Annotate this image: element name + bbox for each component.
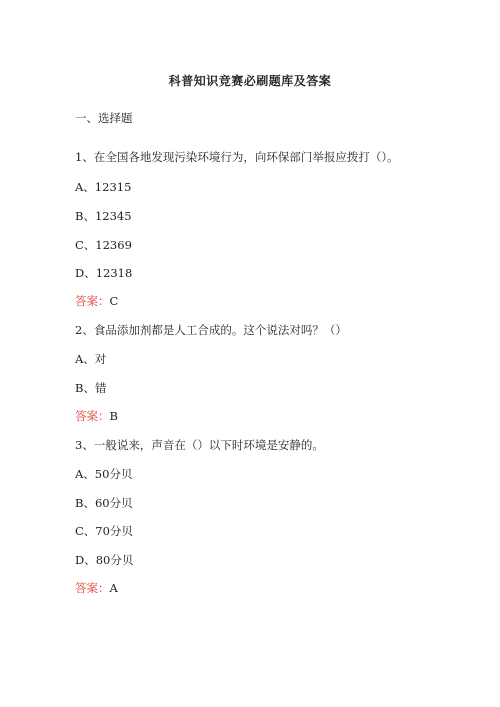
answer-label: 答案：: [75, 294, 110, 308]
document-title: 科普知识竞赛必刷题库及答案: [168, 74, 332, 88]
option-item: B、60分贝: [75, 496, 133, 510]
answer-value: A: [109, 581, 118, 595]
option-item: D、80分贝: [75, 553, 134, 567]
answer-line: [75, 409, 118, 423]
option-item: A、对: [75, 352, 107, 366]
question-stem: 3、一般说来，声音在（）以下时环境是安静的。: [75, 438, 324, 452]
question-stem: 1、在全国各地发现污染环境行为，向环保部门举报应拨打（）。: [75, 150, 399, 164]
answer-label: 答案：: [75, 409, 110, 423]
answer-line: [75, 581, 118, 595]
answer-value: C: [109, 294, 119, 308]
section-heading: 一、选择题: [75, 111, 133, 125]
answer-label: 答案：: [75, 581, 110, 595]
answer-line: [75, 294, 118, 308]
option-item: C、70分贝: [75, 524, 133, 538]
option-item: B、12345: [75, 209, 132, 223]
option-item: D、12318: [75, 266, 133, 280]
option-item: A、50分贝: [75, 467, 133, 481]
option-item: B、错: [75, 381, 107, 395]
option-item: C、12369: [75, 238, 132, 252]
question-stem: 2、食品添加剂都是人工合成的。这个说法对吗？（）: [75, 323, 347, 337]
option-item: A、12315: [75, 180, 132, 194]
answer-value: B: [109, 409, 118, 423]
